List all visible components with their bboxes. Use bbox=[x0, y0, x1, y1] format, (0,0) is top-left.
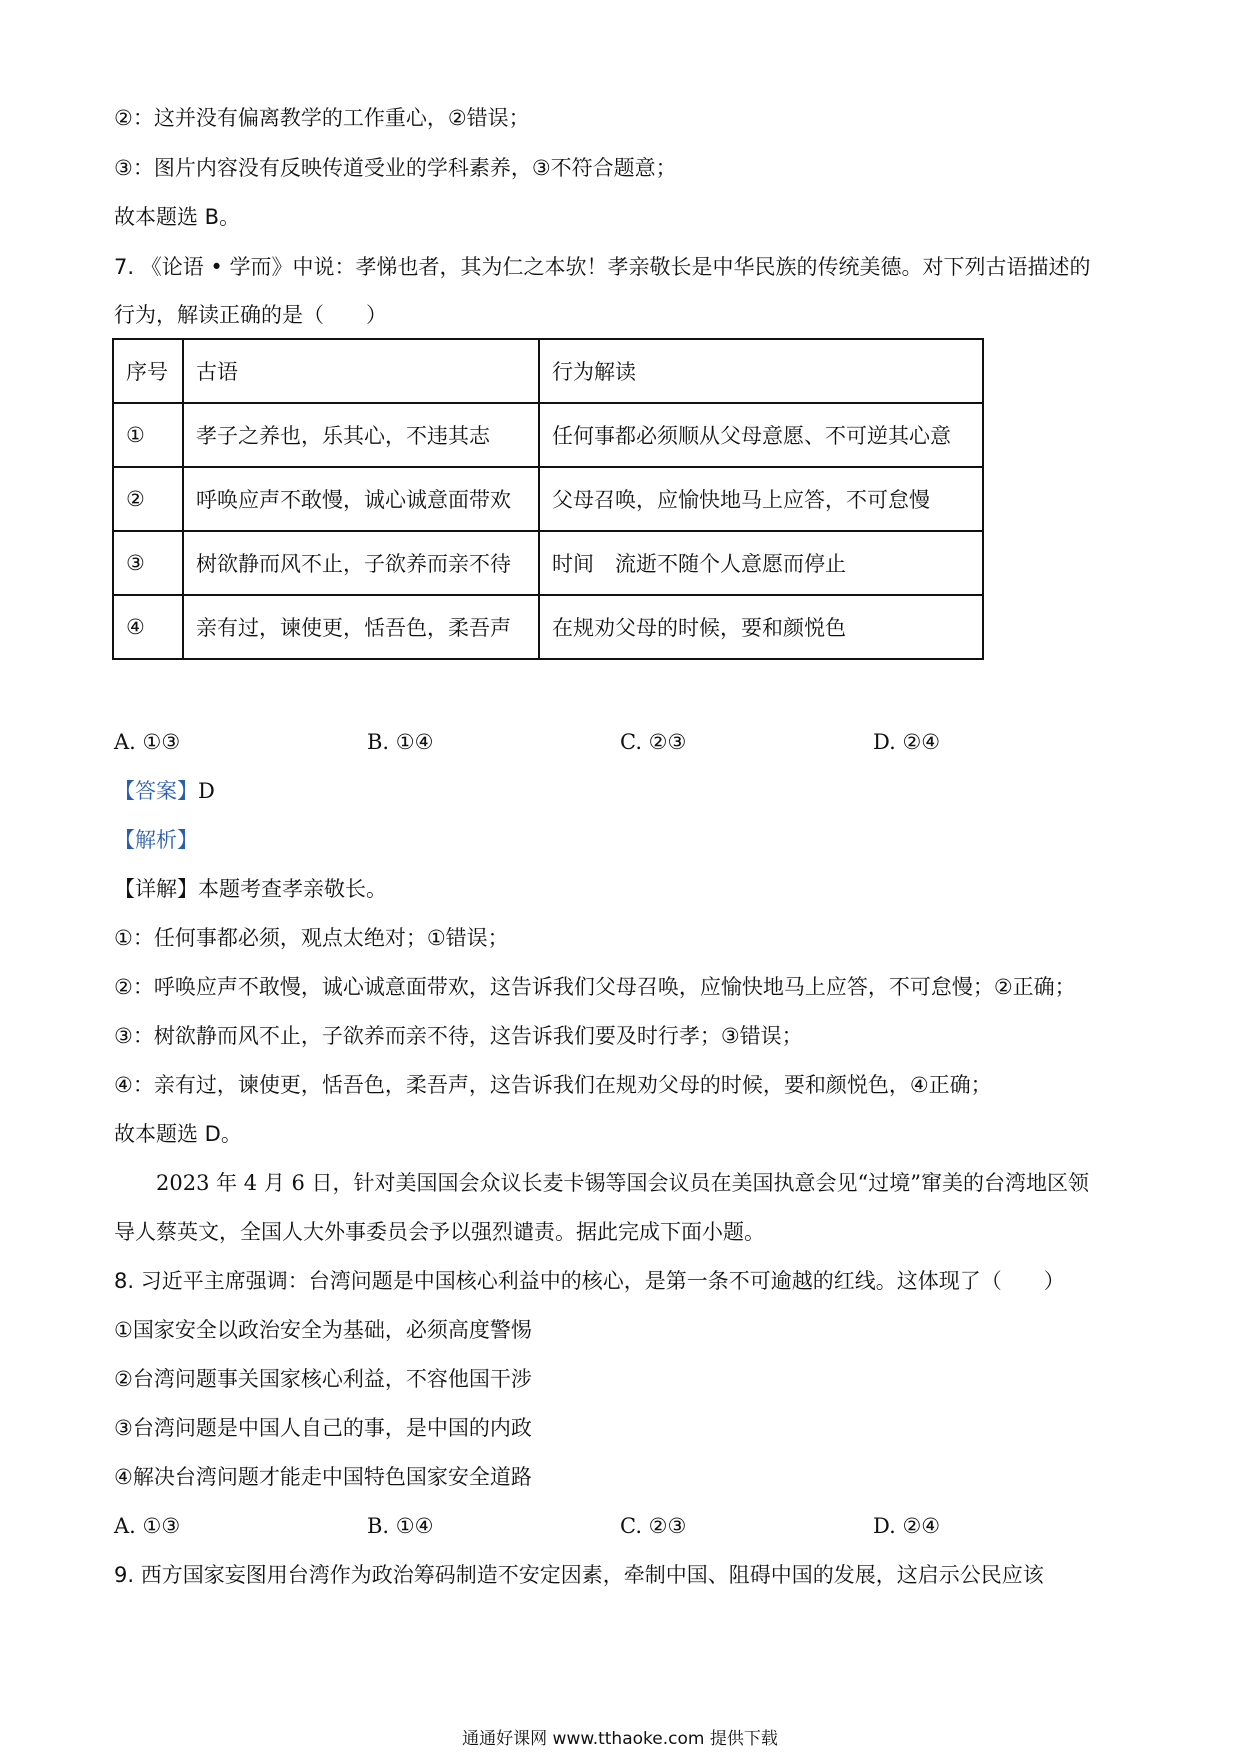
detail-line: 故本题选 D。 bbox=[114, 1122, 242, 1146]
detail-line: ②：呼唤应声不敢慢，诚心诚意面带欢，这告诉我们父母召唤，应愉快地马上应答，不可怠慢；②正确； bbox=[114, 975, 1076, 999]
table-cell: 孝子之养也，乐其心，不违其志 bbox=[183, 403, 539, 467]
detail-line: 【详解】本题考查孝亲敬长。 bbox=[114, 877, 387, 901]
text-line: 故本题选 B。 bbox=[114, 205, 241, 229]
option-c: C. ②③ bbox=[620, 1514, 687, 1538]
question-7-stem-cont: 行为，解读正确的是（ ） bbox=[114, 303, 387, 327]
question-8-item: ③台湾问题是中国人自己的事，是中国的内政 bbox=[114, 1416, 532, 1440]
question-8-item: ②台湾问题事关国家核心利益，不容他国干涉 bbox=[114, 1367, 532, 1391]
question-8-item: ④解决台湾问题才能走中国特色国家安全道路 bbox=[114, 1465, 532, 1489]
table-cell: 时间 流逝不随个人意愿而停止 bbox=[539, 531, 983, 595]
table-header-row bbox=[113, 339, 983, 403]
table-row bbox=[113, 467, 983, 531]
option-d: D. ②④ bbox=[873, 730, 941, 754]
table-header-cell: 行为解读 bbox=[539, 339, 983, 403]
option-c: C. ②③ bbox=[620, 730, 687, 754]
table-cell: 树欲静而风不止，子欲养而亲不待 bbox=[183, 531, 539, 595]
option-a: A. ①③ bbox=[114, 730, 181, 754]
material-paragraph: 2023 年 4 月 6 日，针对美国国会众议长麦卡锡等国会议员在美国执意会见“过境”窜美的台湾地区领 bbox=[156, 1171, 1090, 1195]
question-9-stem: 9. 西方国家妄图用台湾作为政治筹码制造不安定因素，牵制中国、阻碍中国的发展，这启示公民应该 bbox=[114, 1563, 1044, 1587]
text-line: ③：图片内容没有反映传道受业的学科素养，③不符合题意； bbox=[114, 156, 677, 180]
question-8-stem: 8. 习近平主席强调：台湾问题是中国核心利益中的核心，是第一条不可逾越的红线。这体现了（ ） bbox=[114, 1269, 1065, 1293]
question-7-table bbox=[112, 338, 984, 660]
table-row bbox=[113, 403, 983, 467]
table-cell: ② bbox=[113, 467, 183, 531]
answer-label: 【答案】 bbox=[114, 779, 198, 803]
detail-line: ③：树欲静而风不止，子欲养而亲不待，这告诉我们要及时行孝；③错误； bbox=[114, 1024, 803, 1048]
table-cell: 在规劝父母的时候，要和颜悦色 bbox=[539, 595, 983, 659]
table-cell: ① bbox=[113, 403, 183, 467]
option-d: D. ②④ bbox=[873, 1514, 941, 1538]
table-header-cell: 序号 bbox=[113, 339, 183, 403]
option-b: B. ①④ bbox=[367, 730, 434, 754]
table-cell: ④ bbox=[113, 595, 183, 659]
material-paragraph-cont: 导人蔡英文，全国人大外事委员会予以强烈谴责。据此完成下面小题。 bbox=[114, 1220, 765, 1244]
table-cell: 父母召唤，应愉快地马上应答，不可怠慢 bbox=[539, 467, 983, 531]
question-8-item: ①国家安全以政治安全为基础，必须高度警惕 bbox=[114, 1318, 532, 1342]
answer-line bbox=[114, 776, 215, 806]
table-cell: 呼唤应声不敢慢，诚心诚意面带欢 bbox=[183, 467, 539, 531]
table-row bbox=[113, 531, 983, 595]
option-a: A. ①③ bbox=[114, 1514, 181, 1538]
option-b: B. ①④ bbox=[367, 1514, 434, 1538]
detail-line: ④：亲有过，谏使更，恬吾色，柔吾声，这告诉我们在规劝父母的时候，要和颜悦色，④正确； bbox=[114, 1073, 992, 1097]
page-footer: 通通好课网 www.tthaoke.com 提供下载 bbox=[462, 1729, 778, 1749]
table-row bbox=[113, 595, 983, 659]
table-cell: ③ bbox=[113, 531, 183, 595]
detail-line: ①：任何事都必须，观点太绝对；①错误； bbox=[114, 926, 509, 950]
table-cell: 任何事都必须顺从父母意愿、不可逆其心意 bbox=[539, 403, 983, 467]
table-header-cell: 古语 bbox=[183, 339, 539, 403]
text-line: ②：这并没有偏离教学的工作重心，②错误； bbox=[114, 106, 530, 130]
analysis-label: 【解析】 bbox=[114, 828, 198, 852]
answer-value: D bbox=[198, 779, 215, 803]
question-7-stem: 7. 《论语 • 学而》中说：孝悌也者，其为仁之本欤！孝亲敬长是中华民族的传统美德。对下列古语描述的 bbox=[114, 255, 1091, 279]
table-cell: 亲有过，谏使更，恬吾色，柔吾声 bbox=[183, 595, 539, 659]
